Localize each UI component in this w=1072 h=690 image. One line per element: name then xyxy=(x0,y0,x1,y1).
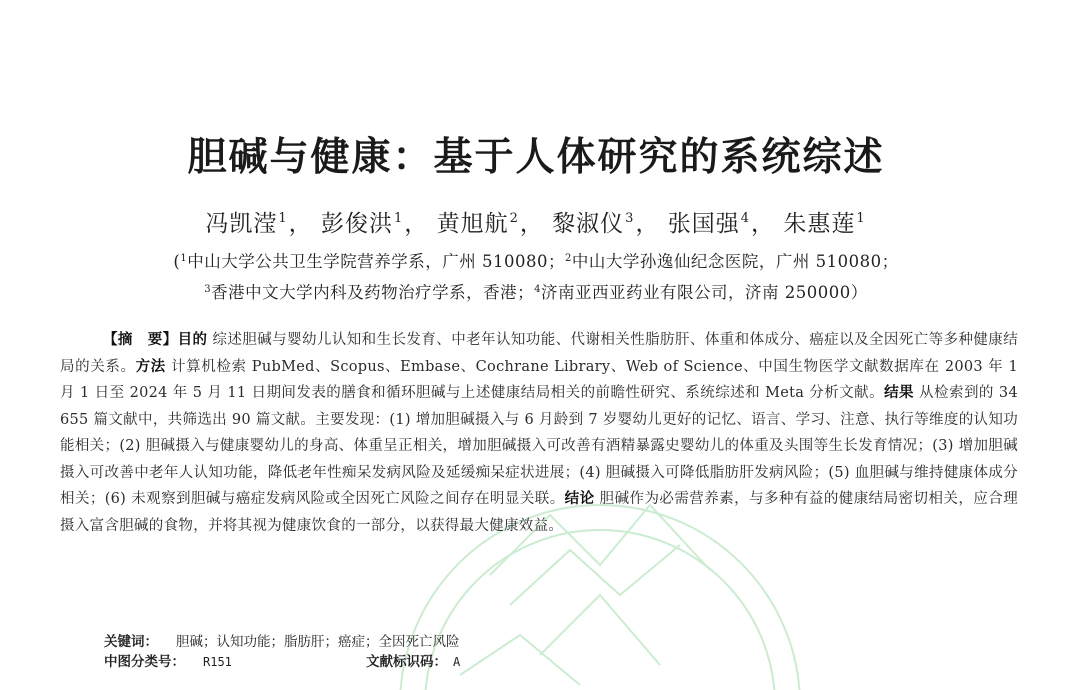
affil-sup: 1 xyxy=(180,253,188,264)
author-affil-sup: 4 xyxy=(740,211,751,226)
author-name: 冯凯滢 xyxy=(205,211,278,237)
document-id-label: 文献标识码： xyxy=(366,654,447,670)
author-name: 黄旭航 xyxy=(436,211,509,237)
conclusion-label: 结论 xyxy=(564,490,595,507)
affiliation: 中山大学孙逸仙纪念医院，广州 510080； xyxy=(571,252,899,271)
author-affil-sup: 3 xyxy=(625,211,635,226)
author-name: 彭俊洪 xyxy=(320,211,393,237)
affil-sup: 3 xyxy=(204,284,212,295)
paper-title: 胆碱与健康：基于人体研究的系统综述 xyxy=(187,135,885,180)
conclusion-text: 胆碱作为必需营养素，与多种有益的健康结局密切相关，应合理摄入富含胆碱的食物，并将其视为健康饮食的一部分，以获得最大健康效益。 xyxy=(60,491,1018,534)
author-name: 张国强 xyxy=(667,211,740,237)
method-label: 方法 xyxy=(135,357,166,375)
purpose-text: 综述胆碱与婴幼儿认知和生长发育、中老年认知功能、代谢相关性脂肪肝、体重和体成分、癌症以及全因死亡等多种健康结局的关系。 xyxy=(60,332,1019,375)
document-id-value: A xyxy=(453,655,461,669)
affil-sup: 4 xyxy=(534,284,541,295)
affil-sup: 2 xyxy=(564,253,572,264)
abstract-label: 【摘 要】 xyxy=(103,331,178,348)
document-id-line xyxy=(366,650,460,670)
result-text: 从检索到的 34 655 篇文献中，共筛选出 90 篇文献。主要发现：(1) 增加胆碱摄入与 6 月龄到 7 岁婴幼儿更好的记忆、语言、学习、注意、执行等维度的认知功能相关；(2) 胆碱摄入与健康婴幼儿的身高、体重呈正相关，增加胆碱摄入可改善有酒精暴露史婴幼儿的体重及头围等生长发育情况；(3) 增加胆碱摄入可改善中老年人认知功能，降低老年性痴呆发病风险及延缓痴呆症状进展；(4) 胆碱摄入可降低脂肪肝发病风险；(5) 血胆碱与维持健康体成分相关；(6) 未观察到胆碱与癌症发病风险或全因死亡风险之间存在明显关联。 xyxy=(60,385,1018,507)
author-affil-sup: 1 xyxy=(278,211,288,226)
abstract xyxy=(60,327,1018,539)
author-list: 冯凯滢$^1$， 彭俊洪$^1$， 黄旭航$^2$， 黎淑仪$^3$， 张国强$^4$， 朱惠莲$^1$ xyxy=(205,211,866,237)
affiliation-line: ($^1$中山大学公共卫生学院营养学系，广州 510080；$^2$中山大学孙逸仙纪念医院，广州 510080； xyxy=(173,252,899,271)
keywords-value: 胆碱；认知功能；脂肪肝；癌症；全因死亡风险 xyxy=(176,634,460,650)
author-name: 朱惠莲 xyxy=(783,211,856,237)
author-affil-sup: 2 xyxy=(509,211,519,226)
keywords-label: 关键词： xyxy=(104,634,158,650)
affiliation: 济南亚西亚药业有限公司，济南 250000） xyxy=(541,283,868,302)
classification-label: 中图分类号： xyxy=(104,654,185,670)
purpose-label: 目的 xyxy=(177,331,208,348)
classification-value: R151 xyxy=(203,655,232,669)
affiliation: 香港中文大学内科及药物治疗学系，香港； xyxy=(211,283,535,302)
author-affil-sup: 1 xyxy=(393,211,404,226)
result-label: 结果 xyxy=(884,384,915,401)
affiliation-line xyxy=(0,279,1072,303)
method-text: 计算机检索 PubMed、Scopus、Embase、Cochrane Library、Web of Science、中国生物医学文献数据库在 2003 年 1 月 1 日至 2024 年 5 月 11 日期间发表的膳食和循环胆碱与上述健康结局相关的前瞻性研究、系统综述和 Meta 分析文献。 xyxy=(60,358,1019,401)
keywords-line xyxy=(104,630,460,650)
author-affil-sup: 1 xyxy=(856,211,866,226)
author-name: 黎淑仪 xyxy=(552,211,625,237)
affiliation: 中山大学公共卫生学院营养学系，广州 510080； xyxy=(187,252,565,271)
